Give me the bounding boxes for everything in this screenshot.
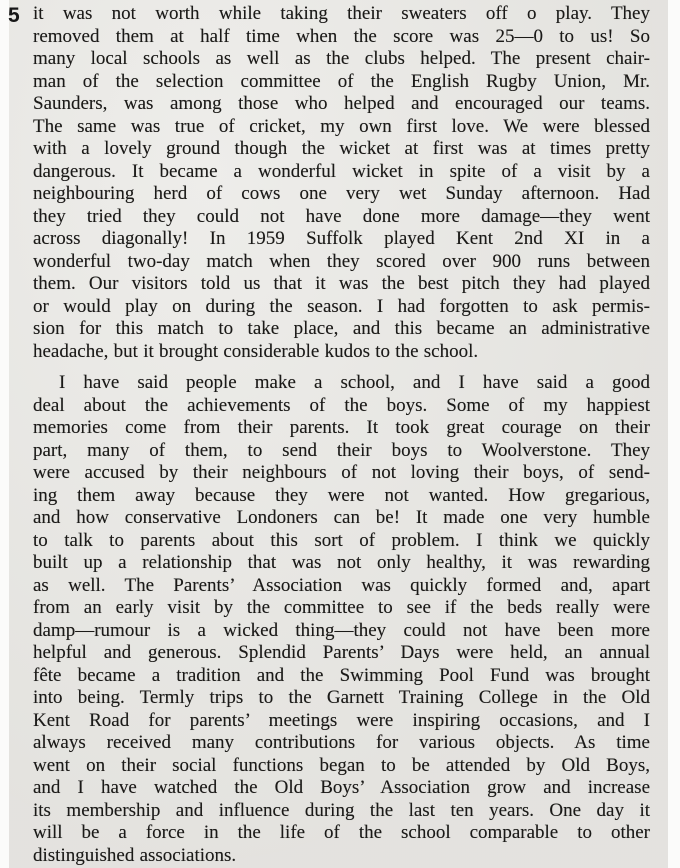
text-line: removed them at half time when the score was 25—0 to us! So xyxy=(33,25,650,47)
text-line: built up a relationship that was not only healthy, it was rewarding xyxy=(33,552,650,573)
text-line: to talk to parents about this sort of problem. I think we quickly xyxy=(33,529,650,551)
text-block xyxy=(33,3,650,867)
text-line: or would play on during the season. I had forgotten to ask permis- xyxy=(33,295,650,317)
text-line: from an early visit by the committee to see if the beds really were xyxy=(33,597,650,618)
text-line: distinguished associations. xyxy=(33,844,237,866)
text-line: into being. Termly trips to the Garnett Training College in the Old xyxy=(33,687,650,708)
text-line: dangerous. It became a wonderful wicket in spite of a visit by a xyxy=(33,160,650,182)
text-line: man of the selection committee of the English Rugby Union, Mr. xyxy=(33,70,650,92)
text-line: went on their social functions began to be attended by Old Boys, xyxy=(33,754,650,776)
text-line: always received many contributions for various objects. As time xyxy=(33,732,650,753)
text-line: its membership and influence during the last ten years. One day it xyxy=(33,799,650,821)
text-line: they tried they could not have done more damage—they went xyxy=(33,205,650,227)
text-line: ing them away because they were not wanted. How gregarious, xyxy=(33,484,650,506)
text-line: part, many of them, to send their boys to Woolverstone. They xyxy=(33,439,650,461)
text-line: wonderful two-day match when they scored over 900 runs between xyxy=(33,250,650,272)
text-line: The same was true of cricket, my own first love. We were blessed xyxy=(33,115,650,137)
text-line: and how conservative Londoners can be! It made one very humble xyxy=(33,507,650,528)
text-line: headache, but it brought considerable kudos to the school. xyxy=(33,340,479,362)
page-number: 5 xyxy=(8,4,20,27)
text-line: were accused by their neighbours of not loving their boys, of send- xyxy=(33,462,650,483)
text-line: Saunders, was among those who helped and encouraged our teams. xyxy=(33,93,650,114)
text-line: memories come from their parents. It took great courage on their xyxy=(33,417,650,438)
text-line: fête became a tradition and the Swimming Pool Fund was brought xyxy=(33,664,650,686)
text-line: as well. The Parents’ Association was quickly formed and, apart xyxy=(33,574,650,596)
text-line: it was not worth while taking their sweaters off o play. They xyxy=(33,3,650,24)
text-line: many local schools as well as the clubs helped. The present chair- xyxy=(33,48,650,69)
text-line: Kent Road for parents’ meetings were inspiring occasions, and I xyxy=(33,709,650,731)
text-line: will be a force in the life of the school comparable to other xyxy=(33,822,650,843)
text-line: across diagonally! In 1959 Suffolk played Kent 2nd XI in a xyxy=(33,228,650,249)
text-line: them. Our visitors told us that it was the best pitch they had played xyxy=(33,273,650,294)
text-line: with a lovely ground though the wicket at first was at times pretty xyxy=(33,138,650,159)
paragraph xyxy=(33,3,650,363)
text-line: helpful and generous. Splendid Parents’ Days were held, an annual xyxy=(33,642,650,663)
text-line: deal about the achievements of the boys. Some of my happiest xyxy=(33,394,650,416)
text-line: I have said people make a school, and I have said a good xyxy=(59,372,650,393)
text-line: sion for this match to take place, and this became an administrative xyxy=(33,318,650,339)
paragraph xyxy=(33,372,650,867)
text-line: damp—rumour is a wicked thing—they could not have been more xyxy=(33,619,650,641)
text-line: and I have watched the Old Boys’ Association grow and increase xyxy=(33,777,650,798)
text-line: neighbouring herd of cows one very wet Sunday afternoon. Had xyxy=(33,183,650,204)
